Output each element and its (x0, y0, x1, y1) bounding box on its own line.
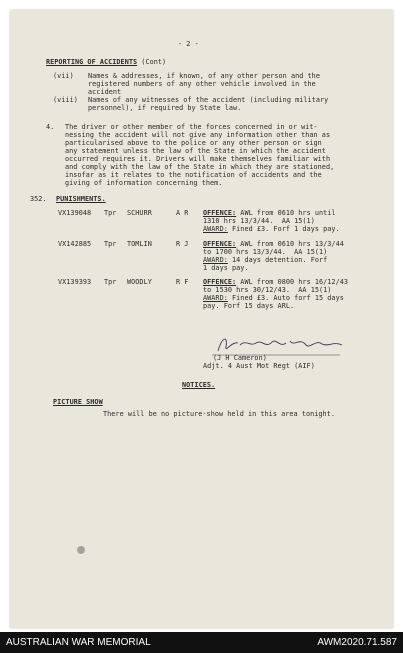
archive-name: AUSTRALIAN WAR MEMORIAL (6, 637, 151, 648)
offence-line: to 1700 hrs 13/3/44. AA 15(1) (203, 248, 328, 256)
page-number: - 2 - (178, 40, 199, 48)
paragraph-line: any statement unless the law of the State in which the accident (65, 147, 326, 155)
award-line: 1 days pay. (203, 264, 249, 272)
award-line: Fined £3. Auto forf 15 days (232, 294, 344, 302)
award-text (203, 256, 327, 264)
item-line: registered numbers of any other vehicle involved in the (88, 80, 316, 88)
rank: Tpr (104, 209, 117, 217)
notice-text: There will be no picture-show held in this area tonight. (103, 410, 335, 418)
offence-text (203, 240, 344, 248)
initials: A R (176, 209, 189, 217)
offence-line: AWL from 0610 hrs 13/3/44 (240, 240, 344, 248)
award-line: Fined £3. Forf 1 days pay. (232, 225, 340, 233)
item-label: (viii) (53, 96, 78, 104)
punch-hole-mark (77, 546, 85, 554)
award-text (203, 294, 344, 302)
paragraph-line: insofar as it relates to the notification of accidents and the (65, 171, 322, 179)
notices-heading: NOTICES. (182, 381, 216, 389)
offence-line: to 1530 hrs 30/12/43. AA 15(1) (203, 286, 332, 294)
rank: Tpr (104, 278, 117, 286)
service-number: VX142885 (58, 240, 92, 248)
offence-label: OFFENCE: (203, 209, 237, 217)
rank: Tpr (104, 240, 117, 248)
award-text (203, 225, 340, 233)
offence-label: OFFENCE: (203, 278, 237, 286)
section-heading-suffix: (Cont) (141, 58, 167, 66)
paragraph-line: The driver or other member of the forces concerned in or wit- (65, 123, 318, 131)
signatory-title: Adjt. 4 Aust Mot Regt (AIF) (203, 362, 315, 370)
paragraph-line: nessing the accident will not give any information other than as (65, 131, 331, 139)
surname: TOMLIN (127, 240, 152, 248)
offence-label: OFFENCE: (203, 240, 237, 248)
award-line: 14 days detention. Forf (232, 256, 328, 264)
surname: WOODLY (127, 278, 152, 286)
section-heading-title: REPORTING OF ACCIDENTS (46, 58, 138, 66)
offence-text (203, 278, 348, 286)
item-label: (vii) (53, 72, 74, 80)
surname: SCHURR (127, 209, 152, 217)
award-label: AWARD: (203, 256, 228, 264)
item-line: Names of any witnesses of the accident (including military (88, 96, 329, 104)
paragraph-number: 4. (46, 123, 55, 131)
award-label: AWARD: (203, 225, 228, 233)
punishments-number: 352. (30, 195, 47, 203)
initials: R F (176, 278, 189, 286)
signatory-name: (J H Cameron) (213, 354, 267, 362)
notice-subheading: PICTURE SHOW (53, 398, 103, 406)
paragraph-line: and comply with the law of the State in which they are stationed, (65, 163, 335, 171)
service-number: VX139048 (58, 209, 92, 217)
paragraph-line: particularised above to the police or any other person or sign (65, 139, 322, 147)
paragraph-line: giving of information concerning them. (65, 179, 223, 187)
service-number: VX139393 (58, 278, 92, 286)
initials: R J (176, 240, 189, 248)
award-label: AWARD: (203, 294, 228, 302)
offence-text (203, 209, 336, 217)
offence-line: 1310 hrs 13/3/44. AA 15(1) (203, 217, 315, 225)
section-heading (46, 58, 166, 66)
offence-line: AWL from 0610 hrs until (240, 209, 336, 217)
item-line: accident (88, 88, 122, 96)
archive-footer-bar (0, 632, 403, 653)
archive-reference: AWM2020.71.587 (317, 637, 397, 648)
paragraph-line: occurred requires it. Drivers will make themselves familiar with (65, 155, 331, 163)
item-line: Names & addresses, if known, of any other person and the (88, 72, 320, 80)
offence-line: AWL from 0800 hrs 16/12/43 (240, 278, 348, 286)
punishments-heading: PUNISHMENTS. (56, 195, 106, 203)
item-line: personnel), if required by State law. (88, 104, 242, 112)
award-line: pay. Forf 15 days ARL. (203, 302, 295, 310)
